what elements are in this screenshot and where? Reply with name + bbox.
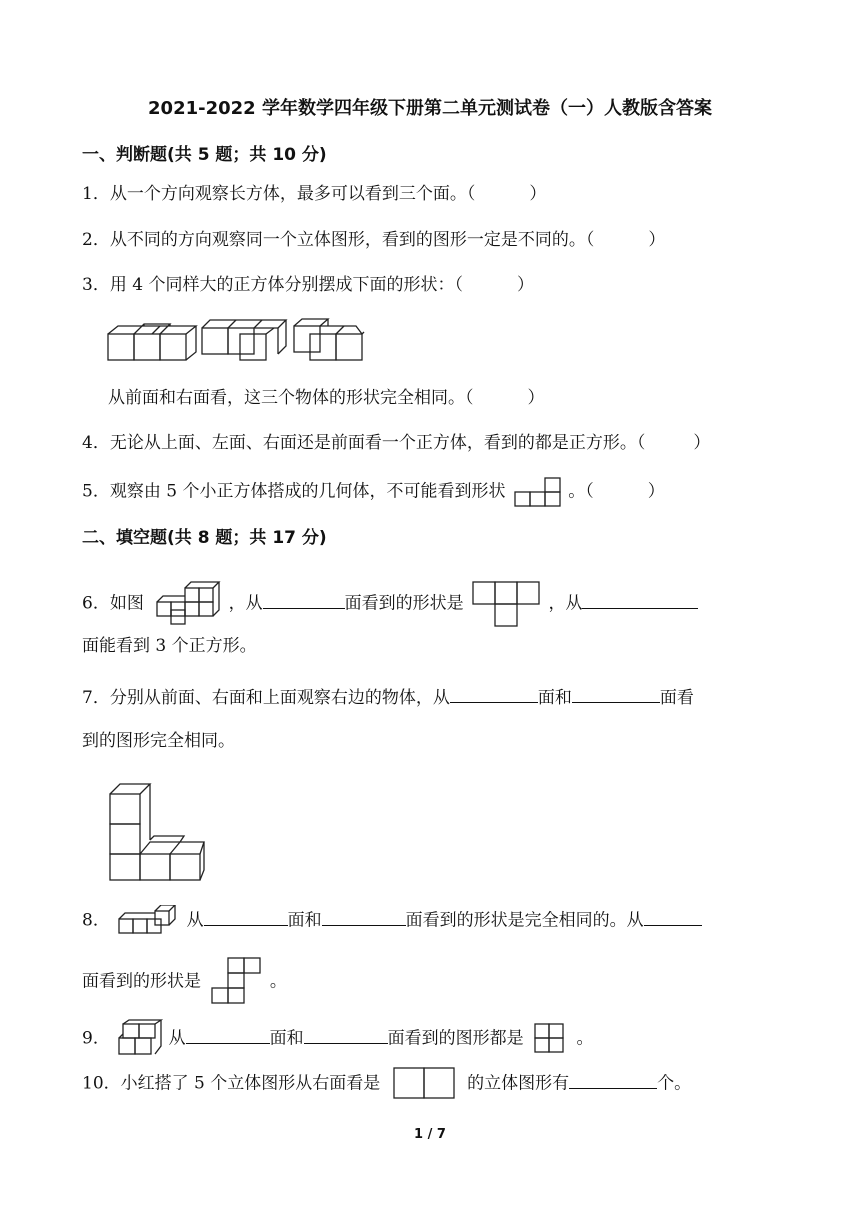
l-building-figure (104, 778, 208, 882)
question-number: 1． (82, 184, 110, 204)
question-5 (82, 476, 665, 508)
cube-shape-1 (108, 324, 196, 360)
question-text: 从前面和右面看，这三个物体的形状完全相同。（ (108, 388, 474, 408)
question-9 (82, 1018, 593, 1060)
page-title: 2021-2022 学年数学四年级下册第二单元测试卷（一）人教版含答案 (148, 98, 712, 119)
question-number: 3． (82, 275, 110, 295)
cube-shape-3 (294, 319, 364, 360)
question-text: 观察由 5 个小正方体搭成的几何体，不可能看到形状 (109, 481, 506, 502)
question-text: 面和 (287, 910, 322, 931)
question-number: 8． (82, 910, 110, 931)
answer-blank[interactable] (304, 1025, 388, 1044)
paren-close: ） (693, 433, 711, 453)
page-number: 1 / 7 (414, 1127, 446, 1142)
paren-close: ） (648, 230, 666, 250)
question-tail: 。 (576, 1028, 594, 1049)
question-number: 2． (82, 230, 110, 250)
question-text: 面看到的形状是 (82, 971, 201, 992)
question-7-line2: 到的图形完全相同。 (82, 731, 235, 751)
paren-close: ） (529, 184, 547, 204)
question-text: 从一个方向观察长方体，最多可以看到三个面。（ (109, 184, 476, 204)
question-text: ，从 (548, 593, 583, 614)
question-4 (82, 431, 710, 455)
paren-close: ） (647, 481, 665, 502)
question-8 (82, 905, 702, 937)
stacked-cubes-figure (149, 580, 223, 628)
question-tail: 。 (269, 971, 287, 992)
section-heading-judgement: 一、判断题(共 5 题；共 10 分) (82, 145, 327, 165)
question-text: 面看到的形状是 (344, 593, 464, 614)
l-shape-view-figure (511, 476, 563, 508)
question-text: 个。 (657, 1073, 692, 1094)
cube-block-figure (115, 1018, 163, 1060)
question-text: 如图 (109, 593, 144, 614)
answer-blank[interactable] (572, 684, 660, 703)
t-shape-view-figure (469, 578, 543, 630)
question-text: 无论从上面、左面、右面还是前面看一个正方体，看到的都是正方形。（ (109, 433, 646, 453)
cube-shape-2 (202, 320, 286, 360)
question-number: 5． (82, 481, 110, 502)
question-6 (82, 578, 698, 630)
paren-close: ） (527, 388, 545, 408)
answer-blank[interactable] (263, 590, 345, 609)
question-text: ，从 (228, 593, 263, 614)
two-square-view-figure (386, 1064, 462, 1104)
question-tail: 。（ (568, 481, 594, 502)
question-1 (82, 182, 546, 206)
answer-blank[interactable] (569, 1070, 657, 1089)
question-text: 分别从前面、右面和上面观察右边的物体，从 (109, 688, 450, 708)
question-text: 从 (186, 910, 204, 931)
question-10 (82, 1064, 691, 1104)
question-text: 面看 (659, 688, 694, 708)
cube-arrangements-figure (106, 316, 368, 364)
question-number: 7． (82, 688, 110, 708)
question-text: 面看到的形状是完全相同的。从 (405, 910, 644, 931)
paren-close: ） (516, 275, 534, 295)
cube-row-figure (115, 905, 181, 937)
answer-blank[interactable] (582, 590, 698, 609)
question-text: 面看到的图形都是 (387, 1028, 524, 1049)
question-text: 面和 (537, 688, 572, 708)
question-text: 用 4 个同样大的正方体分别摆成下面的形状：（ (109, 275, 463, 295)
question-number: 6． (82, 593, 110, 614)
answer-blank[interactable] (644, 907, 702, 926)
s-shape-view-figure (206, 956, 264, 1008)
answer-blank[interactable] (186, 1025, 270, 1044)
question-number: 4． (82, 433, 110, 453)
square-grid-view-figure (529, 1020, 571, 1058)
question-text: 面和 (269, 1028, 304, 1049)
question-text: 从 (168, 1028, 186, 1049)
answer-blank[interactable] (450, 684, 538, 703)
question-3-statement (108, 386, 545, 410)
question-2 (82, 228, 665, 252)
question-text: 从不同的方向观察同一个立体图形，看到的图形一定是不同的。（ (109, 230, 595, 250)
question-8-line2 (82, 956, 287, 1008)
answer-blank[interactable] (204, 907, 288, 926)
section-heading-fill-blank: 二、填空题(共 8 题；共 17 分) (82, 528, 327, 548)
question-3 (82, 273, 534, 297)
question-text: 小红搭了 5 个立体图形从右面看是 (120, 1073, 381, 1094)
question-number: 9． (82, 1028, 110, 1049)
question-text: 的立体图形有 (467, 1073, 570, 1094)
question-number: 10． (82, 1073, 121, 1094)
question-6-line2: 面能看到 3 个正方形。 (82, 636, 257, 656)
answer-blank[interactable] (322, 907, 406, 926)
question-7 (82, 684, 694, 710)
